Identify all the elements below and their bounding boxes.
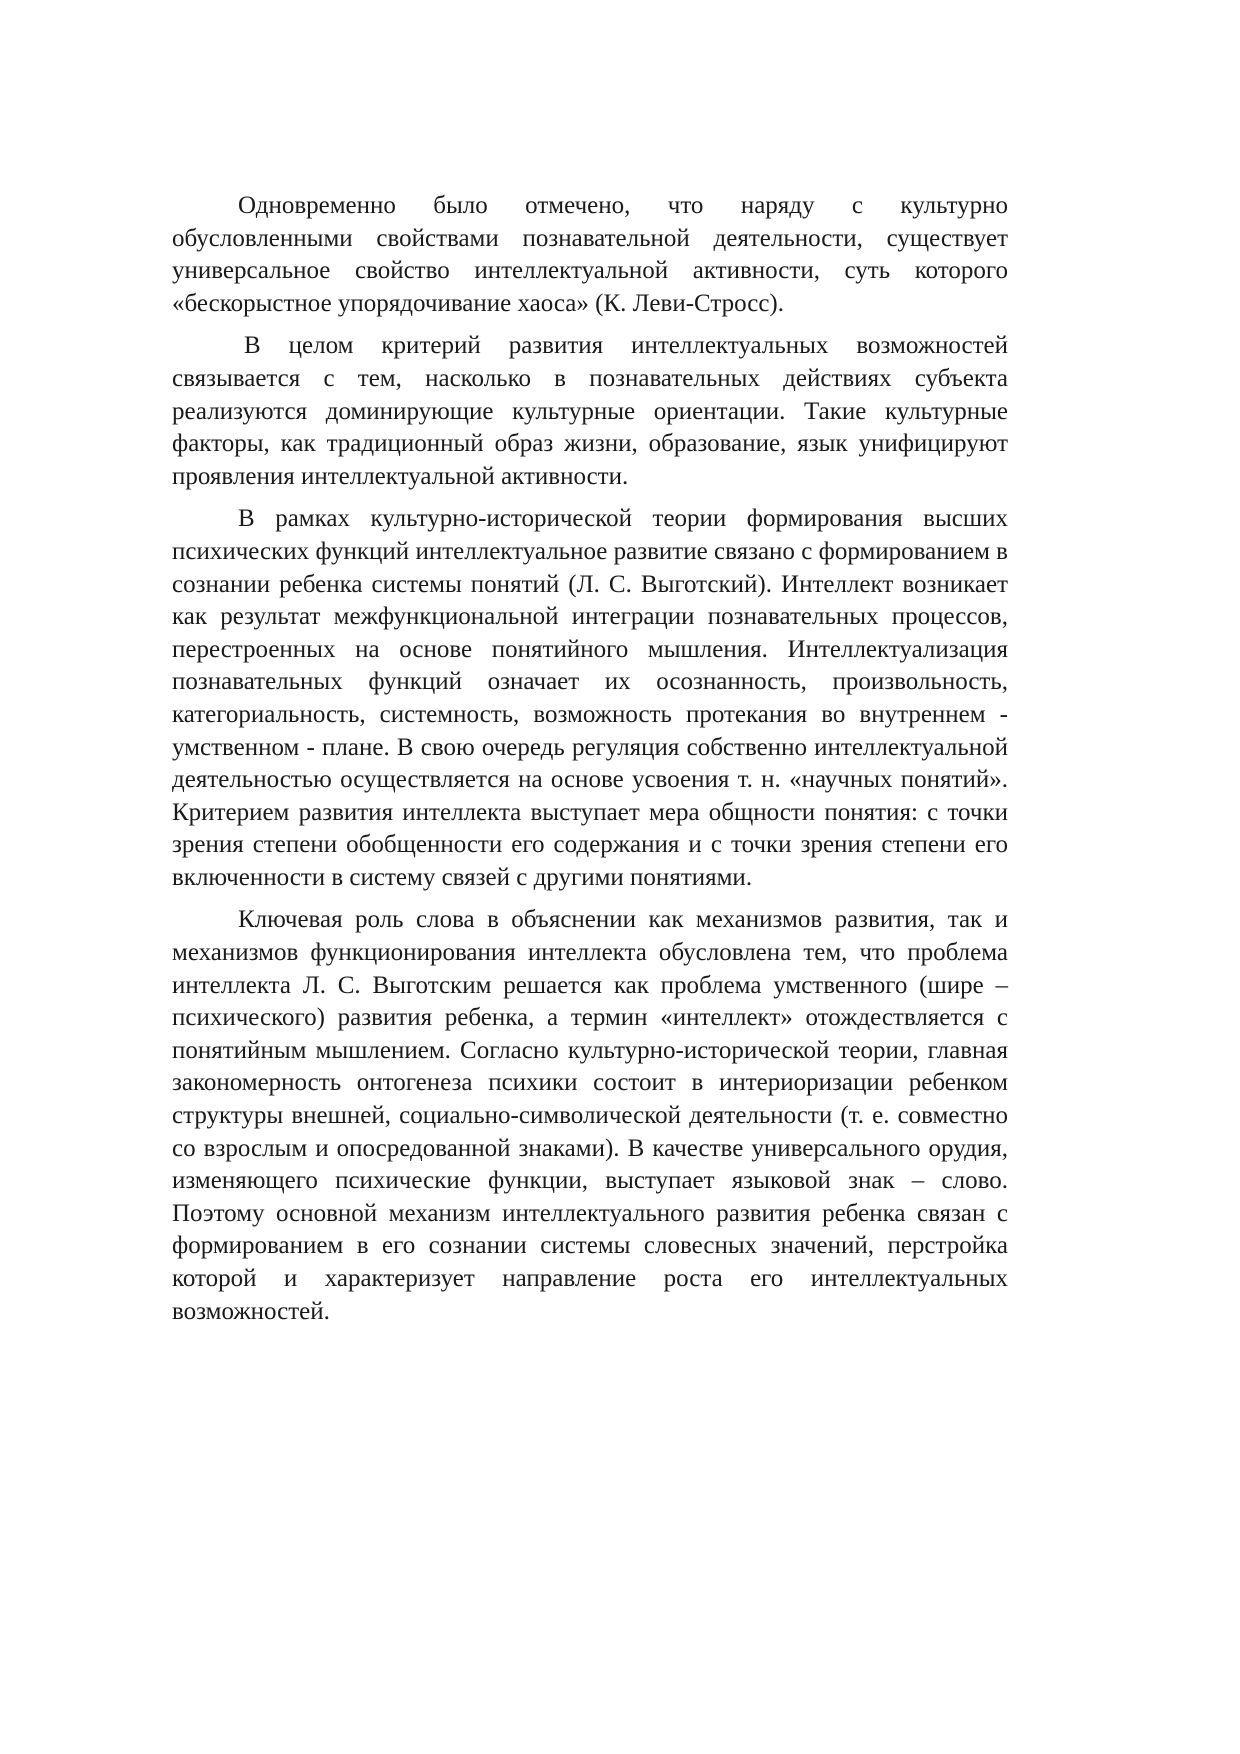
paragraph-4: Ключевая роль слова в объяснении как механизмов развития, так и механизмов функционирования интеллекта обусловлена тем, что проблема интеллекта Л. С. Выготским решается как проблема умственного (шире – психического) развития ребенка, а термин «интеллект» отождествляется с понятийным мышлением. Согласно культурно-исторической теории, главная закономерность онтогенеза психики состоит в интериоризации ребенком структуры внешней, социально-символической деятельности (т. е. совместно со взрослым и опосредованной знаками). В качестве универсального орудия, изменяющего психические функции, выступает языковой знак – слово. Поэтому основной механизм интеллектуального развития ребенка связан с формированием в его сознании системы словесных значений, перстройка которой и характеризует направление роста его интеллектуальных возможностей. <box>172 906 1008 1325</box>
page-body <box>172 190 1008 1338</box>
paragraph-1: Одновременно было отмечено, что наряду с культурно обусловленными свойствами познавательной деятельности, существует универсальное свойство интеллектуальной активности, суть которого «бескорыстное упорядочивание хаоса» (К. Леви-Стросс). <box>172 192 1008 317</box>
paragraph-2: В целом критерий развития интеллектуальных возможностей связывается с тем, насколько в познавательных действиях субъекта реализуются доминирующие культурные ориентации. Такие культурные факторы, как традиционный образ жизни, образование, язык унифицируют проявления интеллектуальной активности. <box>172 332 1008 490</box>
paragraph-3: В рамках культурно-исторической теории формирования высших психических функций интеллектуальное развитие связано с формированием в сознании ребенка системы понятий (Л. С. Выготский). Интеллект возникает как результат межфункциональной интеграции познавательных процессов, перестроенных на основе понятийного мышления. Интеллектуализация познавательных функций означает их осознанность, произвольность, категориальность, системность, возможность протекания во внутреннем - умственном - плане. В свою очередь регуляция собственно интеллектуальной деятельностью осуществляется на основе усвоения т. н. «научных понятий». Критерием развития интеллекта выступает мера общности понятия: с точки зрения степени обобщенности его содержания и с точки зрения степени его включенности в систему связей с другими понятиями. <box>172 505 1008 891</box>
